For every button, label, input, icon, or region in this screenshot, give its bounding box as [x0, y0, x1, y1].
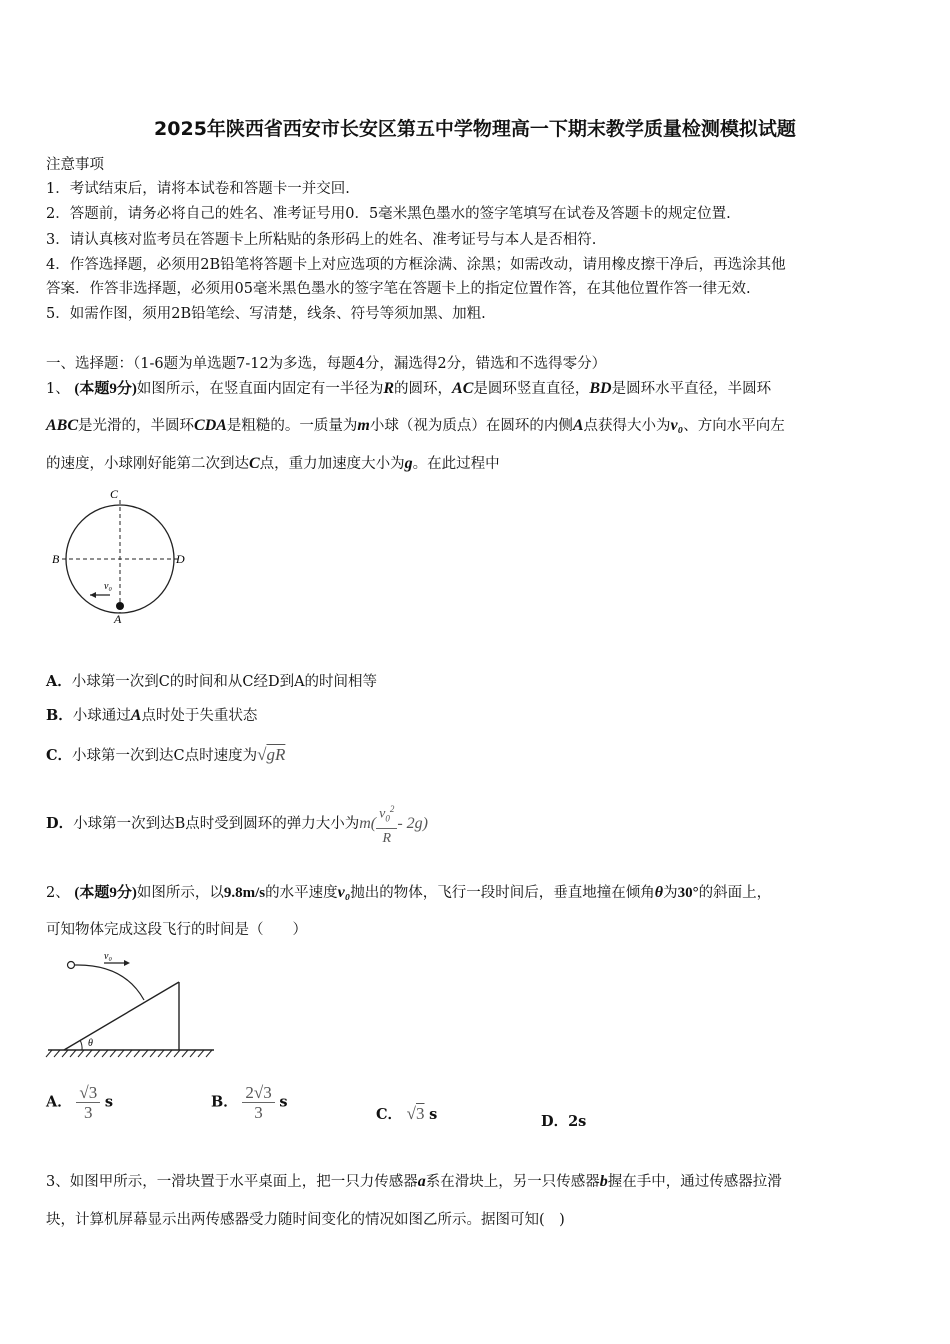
- note-item: 5．如需作图，须用2B铅笔绘、写清楚，线条、符号等须加黑、加粗.: [46, 306, 486, 322]
- arrow-head-icon: [90, 592, 96, 598]
- page-title: 2025年陕西省西安市长安区第五中学物理高一下期末教学质量检测模拟试题: [154, 118, 796, 140]
- q3-line1: 3、如图甲所示，一滑块置于水平桌面上，把一只力传感器a系在滑块上，另一只传感器b握在手中，通过传感器拉滑: [46, 1173, 782, 1190]
- note-item: 2．答题前，请务必将自己的姓名、准考证号用0．5毫米黑色墨水的签字笔填写在试卷及答题卡的规定位置.: [46, 206, 731, 222]
- q3-line2: 块，计算机屏幕显示出两传感器受力随时间变化的情况如图乙所示。据图可知( ): [46, 1212, 565, 1228]
- q2-option-b[interactable]: B． $\frac{2√3}{3}$ s: [211, 1083, 288, 1122]
- ball: [116, 602, 124, 610]
- label-c: C: [109, 487, 119, 501]
- angle-arc: [80, 1040, 82, 1050]
- q1-option-b[interactable]: B．小球通过A点时处于失重状态: [46, 707, 258, 724]
- q1-line1: 1、 (本题9分)如图所示，在竖直面内固定有一半径为R的圆环，AC是圆环竖直直径，BD是圆环水平直径，半圆环: [46, 380, 772, 397]
- q1-line2: ABC是光滑的，半圆环CDA是粗糙的。一质量为m小球（视为质点）在圆环的内侧A点获得大小为v₀、方向水平向左: [46, 417, 785, 434]
- q1-line3: 的速度，小球刚好能第二次到达C点，重力加速度大小为g。在此过程中: [46, 455, 500, 472]
- q1-option-c[interactable]: C．小球第一次到达C点时速度为√gR: [46, 745, 286, 764]
- q2-option-c[interactable]: C． √3 s: [376, 1104, 438, 1123]
- note-item: 1．考试结束后，请将本试卷和答题卡一并交回.: [46, 181, 350, 197]
- notes-heading: 注意事项: [46, 157, 104, 173]
- q2-line2: 可知物体完成这段飞行的时间是（ ）: [46, 922, 307, 938]
- q2-incline-figure: [44, 950, 219, 1065]
- q1-option-d[interactable]: D．小球第一次到达B点时受到圆环的弹力大小为m( $\frac{v_0^2}{R}$ - 2g): [46, 800, 428, 848]
- label-v0: v₀: [104, 951, 112, 962]
- label-v0: v₀: [104, 581, 112, 592]
- trajectory: [75, 965, 144, 1000]
- arrow-head-icon: [124, 960, 130, 966]
- q1-option-a[interactable]: A．小球第一次到C的时间和从C经D到A的时间相等: [46, 673, 378, 690]
- label-b: B: [52, 552, 60, 566]
- incline-surface: [64, 982, 179, 1050]
- note-item: 4．作答选择题，必须用2B铅笔将答题卡上对应选项的方框涂满、涂黑；如需改动，请用橡皮擦干净后，再选涂其他: [46, 257, 786, 273]
- q1-circle-figure: [48, 485, 198, 630]
- note-item: 答案．作答非选择题，必须用05毫米黑色墨水的签字笔在答题卡上的指定位置作答，在其他位置作答一律无效.: [46, 281, 751, 297]
- section-heading: 一、选择题：（1-6题为单选题7-12为多选，每题4分，漏选得2分，错选和不选得零分）: [46, 356, 607, 372]
- label-d: D: [176, 552, 185, 566]
- q2-line1: 2、 (本题9分)如图所示，以9.8m/s的水平速度v₀抛出的物体，飞行一段时间后，垂直地撞在倾角θ为30°的斜面上，: [46, 884, 772, 901]
- q2-option-a[interactable]: A． $\frac{√3}{3}$ s: [46, 1083, 113, 1122]
- note-item: 3．请认真核对监考员在答题卡上所粘贴的条形码上的姓名、准考证号与本人是否相符.: [46, 232, 597, 248]
- q2-option-d[interactable]: D．2s: [541, 1113, 587, 1130]
- label-a: A: [114, 612, 122, 626]
- ground-hatch: [46, 1050, 212, 1057]
- label-theta: θ: [88, 1038, 93, 1049]
- projectile: [68, 962, 75, 969]
